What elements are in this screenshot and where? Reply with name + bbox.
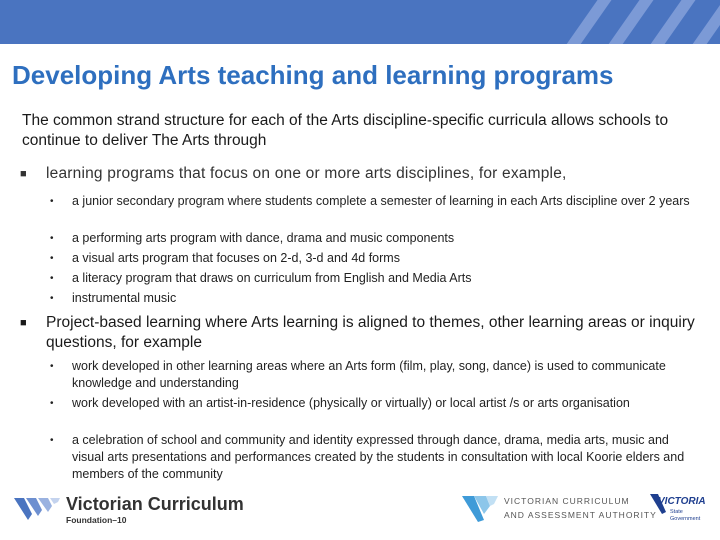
victoria-logo-subtext: State Government bbox=[670, 509, 701, 522]
section-heading-text: learning programs that focus on one or more arts disciplines, for example, bbox=[46, 165, 567, 182]
list-item-text: a celebration of school and community and identity expressed through dance, drama, media arts, music and visual arts presentations and performances created by the students in consultation with local Koorie elders and members of the community bbox=[72, 433, 685, 481]
vcaa-logo-text bbox=[504, 494, 657, 522]
list-item-text: work developed with an artist-in-residence (physically or virtually) or local artist /s or arts organisation bbox=[72, 396, 630, 410]
bullet-icon: • bbox=[50, 398, 54, 409]
list-item-text: a literacy program that draws on curriculum from English and Media Arts bbox=[72, 271, 472, 285]
vc-logo-text: Victorian Curriculum bbox=[66, 494, 244, 514]
vcaa-line-1: VICTORIAN CURRICULUM bbox=[504, 496, 630, 506]
header-band bbox=[0, 0, 720, 44]
bullet-icon: • bbox=[50, 196, 54, 207]
vcaa-line-2: AND ASSESSMENT AUTHORITY bbox=[504, 510, 657, 520]
bullet-icon: • bbox=[50, 273, 54, 284]
list-item-text: a visual arts program that focuses on 2-d, 3-d and 4d forms bbox=[72, 251, 400, 265]
bullet-icon: • bbox=[50, 435, 54, 446]
victoria-logo-text: VICTORIA bbox=[658, 496, 706, 507]
bullet-icon: • bbox=[50, 293, 54, 304]
list-item-text: work developed in other learning areas where an Arts form (film, play, song, dance) is used to communicate knowledge and understanding bbox=[72, 359, 666, 390]
header-stripe bbox=[555, 0, 618, 44]
list-item-text: a junior secondary program where students complete a semester of learning in each Arts discipline over 2 years bbox=[72, 194, 690, 208]
vc-logo-subtext: Foundation–10 bbox=[66, 515, 127, 525]
vcaa-logo-icon bbox=[460, 492, 500, 526]
section-heading-text: Project-based learning where Arts learning is aligned to themes, other learning areas or inquiry questions, for example bbox=[46, 314, 695, 351]
vcaa-logo bbox=[460, 492, 657, 526]
square-bullet-icon: ■ bbox=[20, 317, 27, 329]
header-stripe bbox=[597, 0, 660, 44]
victorian-curriculum-logo-icon bbox=[14, 494, 62, 524]
square-bullet-icon: ■ bbox=[20, 168, 27, 180]
bullet-icon: • bbox=[50, 233, 54, 244]
header-stripe bbox=[639, 0, 702, 44]
intro-paragraph: The common strand structure for each of the Arts discipline-specific curricula allows schools to continue to deliver The Arts through bbox=[22, 112, 669, 149]
list-item-text: instrumental music bbox=[72, 291, 177, 305]
list-item-text: a performing arts program with dance, drama and music components bbox=[72, 231, 455, 245]
victorian-curriculum-logo bbox=[14, 494, 254, 528]
victoria-state-logo bbox=[648, 490, 708, 530]
bullet-icon: • bbox=[50, 361, 54, 372]
bullet-icon: • bbox=[50, 253, 54, 264]
slide-title: Developing Arts teaching and learning programs bbox=[12, 60, 614, 90]
